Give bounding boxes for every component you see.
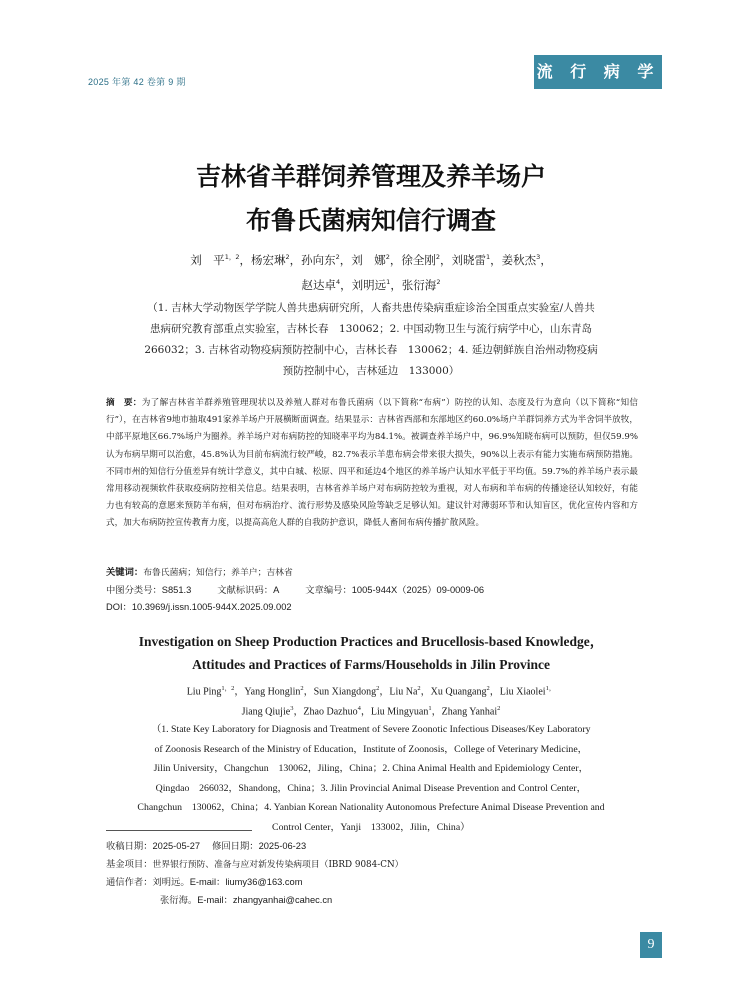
author-cn-affiliation-mark: 2 xyxy=(435,253,441,261)
title-line-1: 吉林省羊群饲养管理及养羊场户 xyxy=(195,162,546,191)
affiliation-en-line: of Zoonosis Research of the Ministry of Education，Institute of Zoonosis，College of Veterinary Medicine， xyxy=(154,743,588,755)
author-en-affiliation-mark: 2 xyxy=(486,685,490,692)
title-line-2: 布鲁氏菌病知信行调查 xyxy=(245,206,496,235)
author-cn-affiliation-mark: 2 xyxy=(335,253,340,261)
revised-label: 修回日期： xyxy=(212,841,259,852)
author-cn-name: ，刘 娜 xyxy=(339,252,386,267)
author-en-name: ，Liu Xiaolei xyxy=(489,686,546,698)
author-en-affiliation-mark: 2 xyxy=(497,705,501,713)
affiliations-cn xyxy=(100,298,642,382)
author-cn-affiliation-mark: 2 xyxy=(385,253,390,261)
author-cn-affiliation-mark: 1 xyxy=(386,277,391,286)
doc-value: A xyxy=(273,585,280,595)
keywords-label: 关键词： xyxy=(106,567,144,578)
author-cn-affiliation-mark: 2 xyxy=(285,253,290,261)
author-en-affiliation-mark: 2 xyxy=(417,685,421,692)
authors-en xyxy=(90,680,652,721)
doi-value: 10.3969/j.issn.1005-944X.2025.09.002 xyxy=(131,602,292,612)
author-cn-name: 刘 平 xyxy=(190,252,225,267)
doi-label: DOI： xyxy=(106,602,132,612)
author-en-affiliation-mark: 2 xyxy=(300,685,304,692)
affiliation-en-line: （1. State Key Laboratory for Diagnosis and Treatment of Severe Zoonotic Infectious Diseases/Key Laboratory xyxy=(151,724,591,735)
author-cn-name: 赵达卓 xyxy=(301,277,337,292)
author-cn-name: ， xyxy=(540,252,552,267)
authors-en-line-1 xyxy=(90,680,652,700)
author-en-name: ，Zhao Dazhuo xyxy=(293,706,358,718)
affiliation-en-line: Changchun 130062，China；4. Yanbian Korean Nationality Autonomous Prefecture Animal Disease Prevention and xyxy=(137,802,605,813)
keywords xyxy=(106,564,646,582)
page-number: 9 xyxy=(640,932,662,958)
author-cn-affiliation-mark: 1 xyxy=(486,253,491,261)
corresponding-author-2: 张衍海。E-mail：zhangyanhai@cahec.cn xyxy=(160,894,333,905)
english-title xyxy=(60,630,682,676)
doc-label: 文献标识码： xyxy=(217,585,274,596)
english-title-line-1: Investigation on Sheep Production Practices and Brucellosis-based Knowledge， xyxy=(138,634,604,649)
author-en-name: ，Xu Quangang xyxy=(420,686,487,698)
authors-cn xyxy=(90,246,652,296)
author-en-affiliation-mark: 3 xyxy=(290,705,294,713)
received-date: 2025-05-27 xyxy=(152,841,201,851)
affiliation-en-line: Control Center，Yanji 133002，Jilin，China） xyxy=(272,821,470,833)
english-title-line-2: Attitudes and Practices of Farms/Households in Jilin Province xyxy=(192,657,550,672)
affiliation-en-line: Jilin University，Changchun 130062，Jiling，China；2. China Animal Health and Epidemiology Center， xyxy=(153,763,589,774)
clc-value: S851.3 xyxy=(161,585,192,595)
abstract-label: 摘 要： xyxy=(106,398,142,408)
author-cn-name: ，张衍海 xyxy=(390,277,437,292)
section-tag: 流 行 病 学 xyxy=(534,55,662,89)
author-en-name: Liu Ping xyxy=(186,686,222,698)
author-en-name: ，Yang Honglin xyxy=(234,686,301,698)
authors-en-line-2 xyxy=(90,700,652,720)
author-en-name: ，Zhang Yanhai xyxy=(431,706,498,718)
authors-cn-line-2 xyxy=(90,271,652,296)
dates-line xyxy=(106,838,646,856)
received-label: 收稿日期： xyxy=(106,841,153,852)
affiliation-en-line: Qingdao 266032，Shandong，China；3. Jilin Provincial Animal Disease Prevention and Control Center， xyxy=(155,782,587,794)
author-cn-name: ，刘晓雷 xyxy=(440,252,487,267)
authors-cn-line-1 xyxy=(90,246,652,271)
author-en-name: ，Liu Mingyuan xyxy=(360,706,429,718)
affiliation-cn-line: （1. 吉林大学动物医学学院人兽共患病研究所，人畜共患传染病重症诊治全国重点实验室/人兽共 xyxy=(147,302,595,314)
corresponding-author-1: 刘明远。E-mail：liumy36@163.com xyxy=(152,877,303,887)
corresponding-label: 通信作者： xyxy=(106,877,153,888)
affiliations-en xyxy=(90,720,652,837)
author-cn-name: ，孙向东 xyxy=(289,252,336,267)
keywords-text: 布鲁氏菌病；知信行；养羊户；吉林省 xyxy=(143,568,293,578)
affiliation-cn-line: 266032；3. 吉林省动物疫病预防控制中心，吉林长春 130062；4. 延边朝鲜族自治州动物疫病 xyxy=(144,344,598,356)
fund-line xyxy=(106,856,646,875)
author-cn-affiliation-mark: 1，2 xyxy=(224,253,240,261)
author-cn-name: ，徐全刚 xyxy=(389,252,436,267)
author-en-name: Jiang Qiujie xyxy=(241,706,291,718)
author-cn-affiliation-mark: 4 xyxy=(336,277,341,286)
fund-label: 基金项目： xyxy=(106,858,153,870)
fund-text: 世界银行预防、准备与应对新发传染病项目（IBRD 9084-CN） xyxy=(152,859,404,870)
clc-label: 中图分类号： xyxy=(106,585,162,596)
doi-line xyxy=(106,599,646,616)
author-en-affiliation-mark: 1 xyxy=(428,705,432,713)
classification-line xyxy=(106,582,646,599)
footnote-divider xyxy=(106,830,252,831)
abstract-text: 为了解吉林省羊群养殖管理现状以及养殖人群对布鲁氏菌病（以下简称“布病”）防控的认知、态度及行为意向（以下简称“知信行”），在吉林省9地市抽取491家养羊场户开展横断面调查。结果显示：吉林省西部和东部地区约60.0%场户羊群饲养方式为半舍饲半放牧，中部平原地区66.7%场户为圈养。养羊场户对布病防控的知晓率平均为84.1%。被调查养羊场户中，96.9%知晓布病可以预防，但仅59.9%认为布病早期可以治愈，45.8%认为目前布病流行较严峻，82.7%表示羊患布病会带来很大损失，90%以上表示有能力实施布病预防措施。不同市州的知信行分值差异有统计学意义，其中白城、松原、四平和延边4个地区的养羊场户认知水平低于平均值。59.7%的养羊场户表示最常用移动视频软件获取疫病防控相关信息。结果表明，吉林省养羊场户对布病防控较为重视，对人布病和羊布病的传播途径认知较好，有能力也有较高的意愿来预防羊布病，但对布病治疗、流行形势及感染风险等缺乏足够认知。建议针对薄弱环节和认知盲区，优化宣传内容和方式，加大布病防控宣传教育力度，以提高高危人群的自我防护意识，降低人畜间布病传播扩散风险。 xyxy=(106,398,638,529)
corresponding-line xyxy=(106,874,646,892)
author-cn-affiliation-mark: 3 xyxy=(536,253,541,261)
author-en-affiliation-mark: 1，2 xyxy=(221,685,235,692)
journal-issue: 2025 年第 42 卷第 9 期 xyxy=(88,77,186,87)
author-en-affiliation-mark: 4 xyxy=(357,705,361,713)
footnotes xyxy=(106,838,646,909)
article-no-value: 1005-944X（2025）09-0009-06 xyxy=(351,585,485,595)
author-cn-affiliation-mark: 2 xyxy=(436,277,441,286)
author-cn-name: ，杨宏琳 xyxy=(239,252,286,267)
abstract-cn xyxy=(106,395,638,533)
revised-date: 2025-06-23 xyxy=(258,841,307,851)
article-no-label: 文章编号： xyxy=(305,585,352,596)
author-en-affiliation-mark: 2 xyxy=(376,685,380,692)
author-cn-name: ，刘明远 xyxy=(340,277,387,292)
affiliation-cn-line: 患病研究教育部重点实验室，吉林长春 130062；2. 中国动物卫生与流行病学中心，山东青岛 xyxy=(150,323,592,335)
author-en-affiliation-mark: 1， xyxy=(545,685,556,692)
author-en-name: ，Liu Na xyxy=(379,686,418,698)
author-en-name: ，Sun Xiangdong xyxy=(303,686,377,698)
affiliation-cn-line: 预防控制中心，吉林延边 133000） xyxy=(282,365,460,377)
author-cn-name: ，姜秋杰 xyxy=(490,252,537,267)
